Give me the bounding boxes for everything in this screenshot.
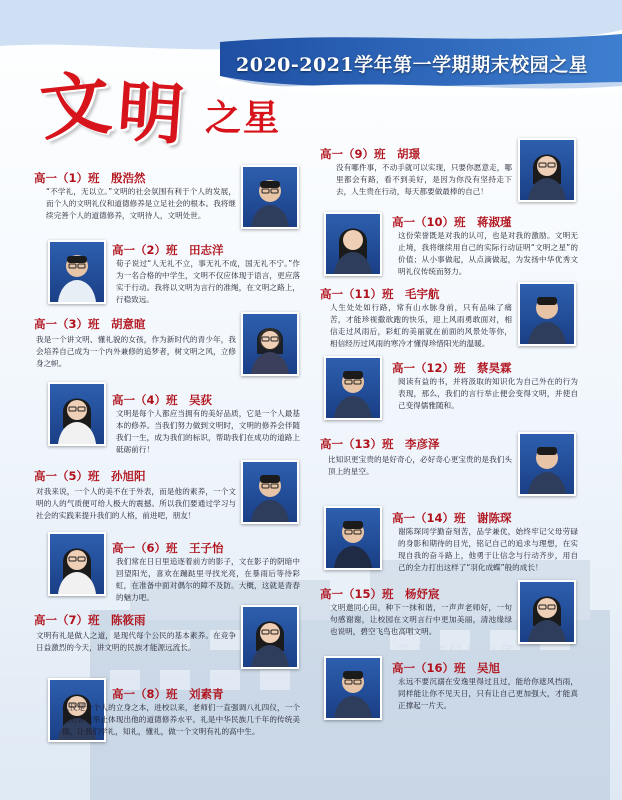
student-name: 高一（15）班 杨妤宸 <box>320 587 440 601</box>
student-desc: 礼仪是一个人的立身之本，进校以来，老师们一直强调八礼四仪，一个人的言谈举止体现出他的道德修养水平。礼是中华民族几千年的传统美德，让我们学礼，知礼，懂礼，做一个文明有礼的高中生。 <box>62 703 300 736</box>
avatar-icon <box>520 140 574 200</box>
student-desc: 谢陈琛同学勤奋刻苦，品学兼优，始终牢记父母劳碌的身影和期待的目光，铭记自己的追求与理想，在实现自我的奋斗路上，他勇于让信念与行动齐步，用自己的全力打出这样了“羽化成蝶”般的成长！ <box>398 527 578 572</box>
student-name: 高一（13）班 李彦泽 <box>320 437 440 451</box>
student-desc: 文明有礼是做人之道，是现代每个公民的基本素养。在竞争日益激烈的今天，讲文明的民族才能源远流长。 <box>36 631 236 652</box>
student-desc: 对我来说，一个人的美不在于外表，而是他的素养，一个文明的人的气质便可给人极大的震撼。所以我们要通过学习与社会的实践来提升我们的人格，前进吧，朋友！ <box>36 487 236 520</box>
title-zhixing: 之星 <box>205 97 282 139</box>
student-photo <box>518 432 576 496</box>
student-photo <box>48 382 106 446</box>
student-desc: 人生处处如行路，常有山水脉身前，只有品味了痛苦，才能珍视撒欲跑的快乐，迎上风雨勇敢面对，相信走过风雨后，彩虹的美丽就在前面的风景处等你，相信经历过风雨的寒冷才懂得珍惜阳光的温暖。 <box>330 303 512 348</box>
student-name: 高一（3）班 胡意暄 <box>34 317 146 331</box>
student-desc: 荀子说过“人无礼不立，事无礼不成，国无礼不宁。”作为一名合格的中学生，文明不仅应体现于语言，更应落实于行动。我将以文明为言行的准绳，在文明之路上，行稳致远。 <box>116 259 300 304</box>
student-photo <box>324 356 382 420</box>
school-sign: 江苏省仪征中学 <box>398 644 518 659</box>
avatar-icon <box>243 167 297 227</box>
avatar-icon <box>243 462 297 522</box>
student-name: 高一（10）班 蒋淑瑾 <box>392 215 512 229</box>
student-name: 高一（8）班 刘素青 <box>112 687 224 701</box>
student-desc: “不学礼，无以立。”文明的社会氛围有利于个人的发展，而个人的文明礼仪和道德修养是立足社会的根本。我将继续完善个人的道德修养，文明待人，文明处世。 <box>46 187 236 220</box>
student-desc: 这份荣誉既是对我的认可，也是对我的激励。文明无止境，我将继续用自己的实际行动证明“文明之星”的价值；从小事做起，从点滴做起，为发扬中华优秀文明礼仪传统而努力。 <box>398 231 578 276</box>
student-desc: 文明邀同心田，种下一抹和谐，一声声老师好，一句句感谢谢，让校园在文明言行中更加美丽，清池缘绿也说明，碧空飞鸟也高唱文明。 <box>330 603 512 636</box>
student-name: 高一（11）班 毛宇航 <box>320 287 440 301</box>
student-name: 高一（6）班 王子怡 <box>112 541 224 555</box>
student-name: 高一（16）班 吴旭 <box>392 661 501 675</box>
student-photo <box>324 656 382 720</box>
student-name: 高一（5）班 孙旭阳 <box>34 469 146 483</box>
avatar-icon <box>243 314 297 374</box>
avatar-icon <box>326 658 380 718</box>
student-name: 高一（7）班 陈筱雨 <box>34 613 146 627</box>
student-desc: 我们常在日日里追逐着前方的影子，文在影子的阴暗中回望阳光，喜欢在蹦跶里寻找光亮，在暴雨后等待彩虹，在准备中面对偶尔的障不及防。大概，这就是青春的魅力吧。 <box>116 557 300 602</box>
avatar-icon <box>50 242 104 302</box>
avatar-icon <box>243 607 297 667</box>
avatar-icon <box>520 284 574 344</box>
student-photo <box>518 580 576 644</box>
student-desc: 文明是每个人都应当拥有的美好品质，它是一个人最基本的修养。当我们努力做到文明时，文明的修养会伴随我们一生，成为我们的标识，帮助我们在成功的道路上砥砺前行！ <box>116 409 300 454</box>
student-desc: 没有哪件事，不动手就可以实现，只要你愿意走，哪里都会有路，看不到美好，是因为你没有坚持走下去，人生贵在行动，每天都要做最棒的自己！ <box>336 163 512 196</box>
avatar-icon <box>50 534 104 594</box>
student-desc: 我是一个讲文明、懂礼貌的女孩，作为新时代的青少年，我会培养自己成为一个内外兼修的追梦者，树文明之风，立修身之帜。 <box>36 335 236 368</box>
student-photo <box>241 605 299 669</box>
student-desc: 永远不要沉溺在安逸里得过且过，能给你遮风挡雨，同样能让你不见天日，只有让自己更加强大，才能真正撑起一片天。 <box>398 677 578 710</box>
student-photo <box>324 212 382 276</box>
student-name: 高一（9）班 胡璟 <box>320 147 421 161</box>
student-desc: 阅读有益的书，并将汲取的知识化为自己外在的行为表现，那么，我们的言行举止便会变得文明，并使自己变得儒雅随和。 <box>398 377 578 410</box>
student-photo <box>48 532 106 596</box>
student-desc: 比知识更宝贵的是好奇心，必好奇心更宝贵的是我们头顶上的星空。 <box>328 455 512 476</box>
student-photo <box>48 240 106 304</box>
student-photo <box>241 460 299 524</box>
student-photo <box>518 138 576 202</box>
student-name: 高一（2）班 田志洋 <box>112 243 224 257</box>
avatar-icon <box>520 582 574 642</box>
avatar-icon <box>326 358 380 418</box>
avatar-icon <box>520 434 574 494</box>
avatar-icon <box>326 214 380 274</box>
student-name: 高一（4）班 吴荻 <box>112 393 213 407</box>
poster-title: 2020-2021学年第一学期期末校园之星 <box>236 54 589 76</box>
student-photo <box>324 506 382 570</box>
student-photo <box>518 282 576 346</box>
title-char-wen: 文 <box>36 60 115 151</box>
student-name: 高一（12）班 蔡昊霖 <box>392 361 512 375</box>
student-photo <box>241 165 299 229</box>
title-char-ming: 明 <box>114 71 187 155</box>
avatar-icon <box>50 384 104 444</box>
avatar-icon <box>326 508 380 568</box>
student-name: 高一（1）班 殷浩然 <box>34 171 146 185</box>
student-photo <box>241 312 299 376</box>
student-name: 高一（14）班 谢陈琛 <box>392 511 512 525</box>
